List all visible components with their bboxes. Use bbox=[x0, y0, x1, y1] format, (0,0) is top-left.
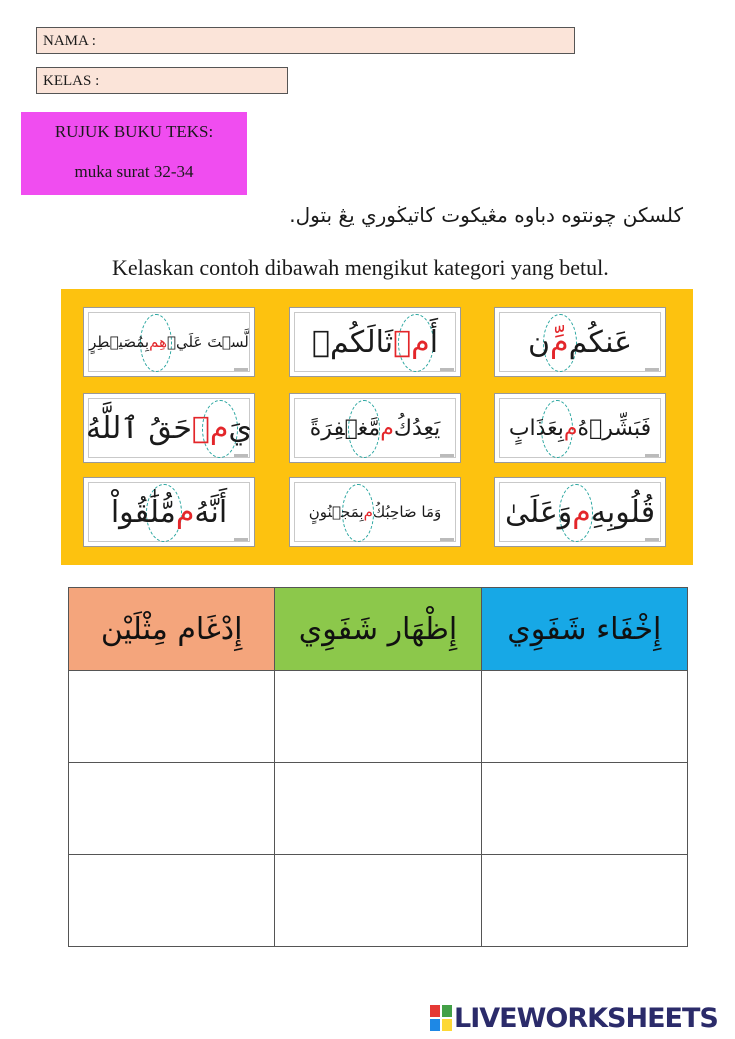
logo-text: LIVEWORKSHEETS bbox=[454, 1002, 718, 1034]
card-6-text: يَ مۡ حَقُ ٱللَّهُ bbox=[86, 410, 252, 446]
liveworksheets-logo bbox=[430, 1000, 718, 1036]
card-5-text: يَعِدُكُ م مَّغۡفِرَةً bbox=[309, 415, 441, 441]
example-card-2[interactable] bbox=[289, 307, 461, 377]
drop-zone-ikhfa-1[interactable] bbox=[481, 671, 687, 763]
sorting-table bbox=[68, 587, 688, 947]
example-card-1[interactable] bbox=[494, 307, 666, 377]
drop-zone-ikhfa-2[interactable] bbox=[481, 763, 687, 855]
reference-pages: muka surat 32-34 bbox=[74, 162, 194, 181]
name-label: NAMA : bbox=[43, 33, 96, 49]
card-8-text: وَمَا صَاحِبُكُ م بِمَجۡنُونٍ bbox=[308, 503, 442, 521]
example-card-4[interactable] bbox=[494, 393, 666, 463]
card-3-text: لَّسۡتَ عَلَيۡ هِم بِمُصَيۡطِرٍ bbox=[89, 333, 249, 351]
header-idgham-mithlain: إِدْغَام مِثْلَيْن bbox=[69, 588, 275, 671]
example-card-7[interactable] bbox=[494, 477, 666, 547]
example-card-6[interactable] bbox=[83, 393, 255, 463]
example-card-8[interactable] bbox=[289, 477, 461, 547]
header-ikhfa-syafawi: إِخْفَاء شَفَوِي bbox=[481, 588, 687, 671]
textbook-reference-box bbox=[21, 112, 247, 195]
drop-zone-ikhfa-3[interactable] bbox=[481, 855, 687, 947]
header-izhar-syafawi: إِظْهَار شَفَوِي bbox=[275, 588, 481, 671]
card-9-text: أَنَّهُ م مُّلَٰقُواْ bbox=[110, 494, 228, 530]
example-card-5[interactable] bbox=[289, 393, 461, 463]
example-cards-panel bbox=[61, 289, 693, 565]
liveworksheets-logo-icon bbox=[430, 1005, 452, 1031]
example-card-9[interactable] bbox=[83, 477, 255, 547]
card-1-text: عَنكُم مِّ ن bbox=[527, 324, 633, 360]
card-2-text: أَ مۡ ثَالَكُمۡ bbox=[311, 324, 439, 360]
card-4-text: فَبَشِّرۡهُ م بِعَذَابٍ bbox=[508, 415, 652, 441]
card-7-text: قُلُوبِهِ م وَعَلَىٰ bbox=[504, 494, 656, 530]
drop-zone-idgham-2[interactable] bbox=[69, 763, 275, 855]
name-field[interactable] bbox=[36, 27, 575, 54]
reference-title: RUJUK BUKU TEKS: bbox=[54, 122, 214, 141]
instruction-jawi: كلسكن چونتوه دباوه مڠيكوت كاتيڬوري يڠ بتول. bbox=[289, 203, 683, 227]
drop-zone-idgham-3[interactable] bbox=[69, 855, 275, 947]
class-field[interactable] bbox=[36, 67, 288, 94]
drop-zone-izhar-3[interactable] bbox=[275, 855, 481, 947]
drop-zone-idgham-1[interactable] bbox=[69, 671, 275, 763]
class-label: KELAS : bbox=[43, 73, 100, 89]
drop-zone-izhar-1[interactable] bbox=[275, 671, 481, 763]
instruction-rumi: Kelaskan contoh dibawah mengikut kategori yang betul. bbox=[112, 255, 609, 280]
example-card-3[interactable] bbox=[83, 307, 255, 377]
drop-zone-izhar-2[interactable] bbox=[275, 763, 481, 855]
